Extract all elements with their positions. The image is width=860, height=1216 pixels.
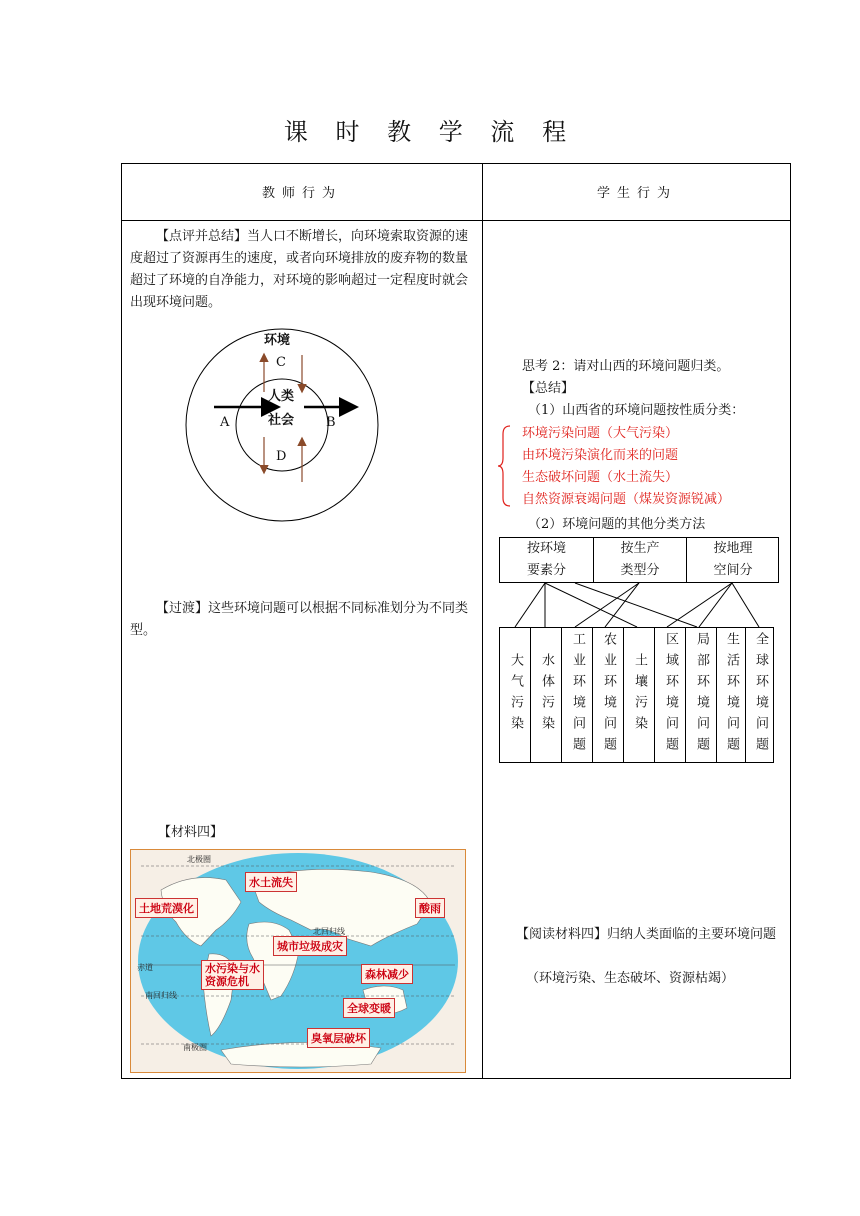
student-header: 学生行为 [596,186,677,201]
subtype-8: 生活环境问题 [724,632,739,758]
subtype-5: 土壤污染 [632,653,647,737]
subtype-4: 农业环境问题 [601,632,616,758]
line-tropic-north: 北回归线 [313,927,345,936]
label-d: D [276,449,287,464]
red-item-1: 环境污染问题（大气污染） [522,426,679,441]
label-soil-loss: 水土流失 [245,872,297,892]
label-a: A [220,415,230,430]
category-connector-lines [499,583,779,627]
line-equator: 赤道 [137,963,153,972]
label-acid-rain: 酸雨 [415,898,445,918]
subtype-1: 大气污染 [508,653,523,737]
subtype-2: 水体污染 [539,653,554,737]
header-divider [122,220,790,221]
label-water-crisis-line2: 资源危机 [205,975,249,988]
label-forest-loss: 森林减少 [361,964,413,984]
label-climate-change: 全球变暖 [343,998,395,1018]
society-label-line1: 人类 [268,389,295,404]
subtype-9: 全球环境问题 [753,632,768,758]
label-ozone: 臭氧层破坏 [307,1028,370,1048]
subtype-6: 区域环境问题 [663,632,678,758]
transition-text: 【过渡】这些环境问题可以根据不同标准划分为不同类型。 [130,601,469,638]
line-arctic: 北极圈 [187,855,211,864]
reading-material-4: 【阅读材料四】归纳人类面临的主要环境问题 [516,927,777,942]
think-2: 思考 2：请对山西的环境问题归类。 [522,359,730,374]
red-item-3: 生态破坏问题（水土流失） [522,470,679,485]
label-urban-waste: 城市垃圾成灾 [273,936,347,956]
line-antarctic: 南极圈 [183,1043,207,1052]
label-water-crisis [201,960,264,990]
column-divider [482,164,483,1078]
subtype-boxes [499,627,774,763]
teaching-flow-table [121,163,791,1079]
category-element: 按环境 要素分 [526,541,566,578]
red-item-2: 由环境污染演化而来的问题 [522,448,679,463]
label-c: C [276,355,286,370]
teacher-header: 教师行为 [261,186,342,201]
environment-label: 环境 [264,333,291,348]
line-tropic-south: 南回归线 [145,991,177,1000]
world-environment-map [130,849,466,1073]
point-2: （2）环境问题的其他分类方法 [528,517,706,532]
summary-title: 【总结】 [522,381,575,396]
category-space: 按地理 空间分 [713,541,753,578]
label-water-crisis-line1: 水污染与水 [205,962,260,975]
page-title: 课 时 教 学 流 程 [283,118,577,146]
material4-title: 【材料四】 [158,825,224,840]
category-production: 按生产 类型分 [620,541,660,578]
teacher-summary: 【点评并总结】当人口不断增长，向环境索取资源的速度超过了资源再生的速度，或者向环境排放的废弃物的数量超过了环境的自净能力，对环境的影响超过一定程度时就会出现环境问题。 [130,229,469,310]
red-item-4: 自然资源衰竭问题（煤炭资源锐减） [522,492,731,507]
point-1: （1）山西省的环境问题按性质分类： [528,403,745,418]
human-environment-diagram [184,327,384,527]
reading-answer: （环境污染、生态破坏、资源枯竭） [526,971,735,986]
subtype-3: 工业环境问题 [570,632,585,758]
label-b: B [326,415,336,430]
subtype-7: 局部环境问题 [694,632,709,758]
society-label-line2: 社会 [268,413,295,428]
category-boxes [499,537,779,583]
brace [498,424,512,508]
label-desertification: 土地荒漠化 [135,898,198,918]
